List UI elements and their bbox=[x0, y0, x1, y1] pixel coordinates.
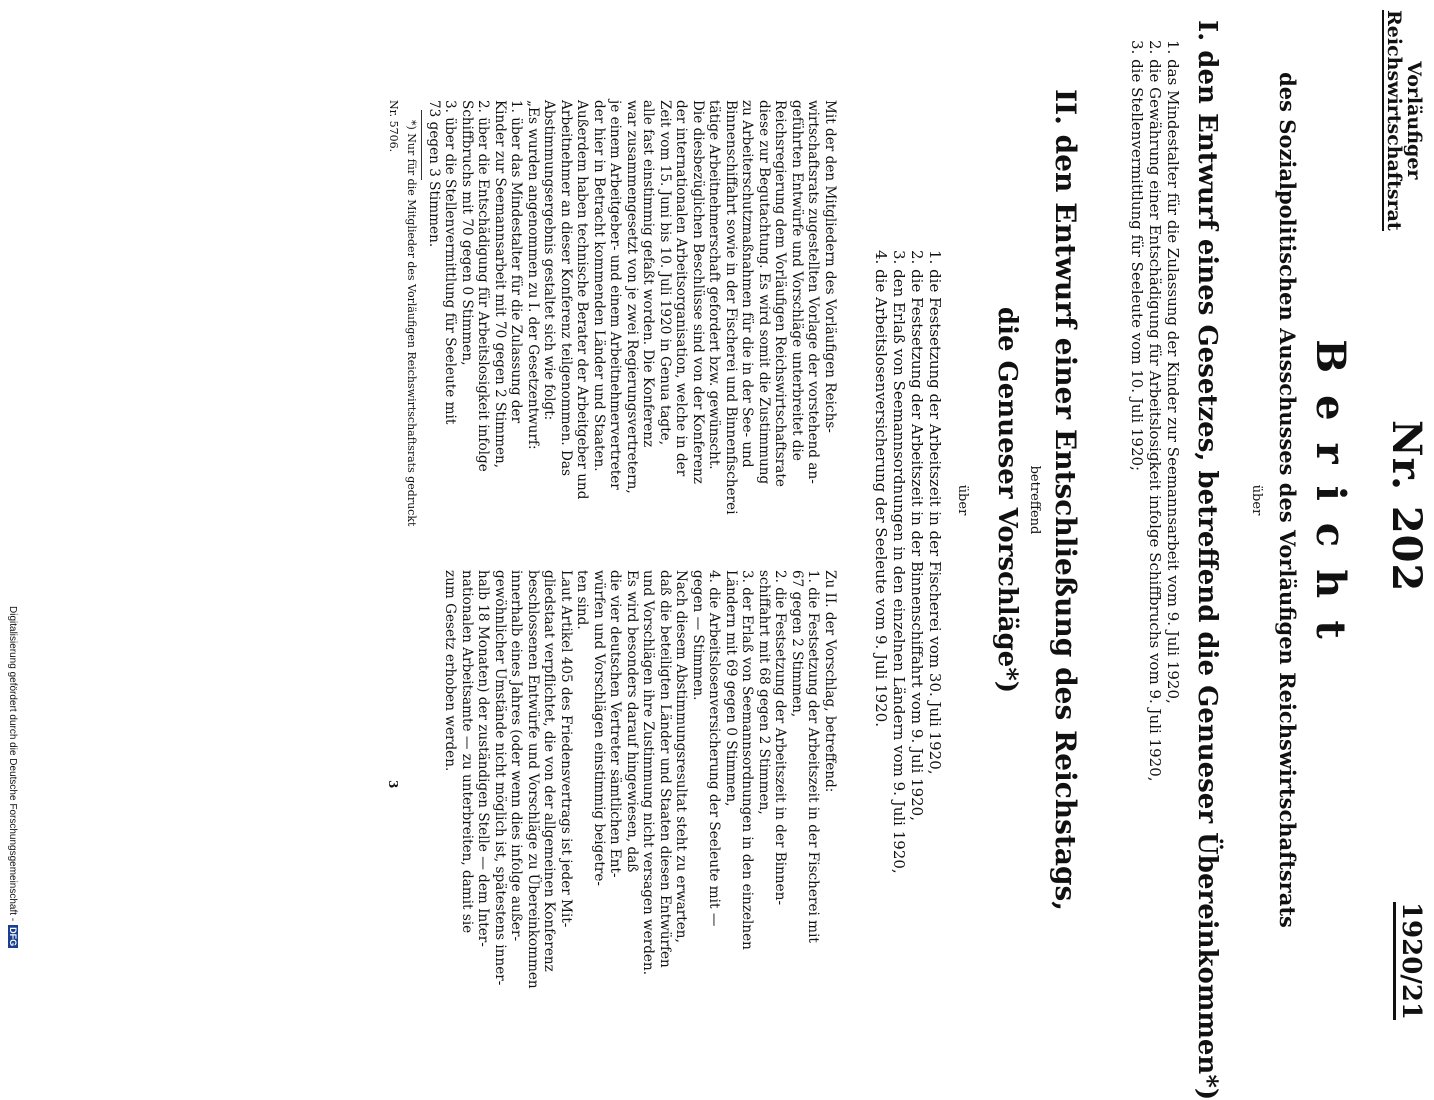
list-item: 3. den Erlaß von Seemannsordnungen in den einzelnen Ländern vom 9. Juli 1920, bbox=[890, 250, 908, 874]
text-line: Nach diesem Abstimmungsresultat steht zu erwarten, bbox=[673, 570, 690, 943]
text-line: und Vorschlägen ihre Zustimmung nicht versagen werden. bbox=[640, 570, 657, 976]
text-line: der internationalen Arbeitsorganisation, welche in der bbox=[673, 100, 690, 477]
text-line: Zeit vom 15. Juni bis 10. Juli 1920 in Genua tagte, bbox=[657, 100, 673, 446]
report-subtitle: des Sozialpolitischen Ausschusses des Vorläufigen Reichswirtschaftsrats bbox=[1275, 72, 1300, 928]
text-line: wirtschaftsrats zugestellten Vorlage der vorstehend an- bbox=[805, 100, 822, 484]
text-line: gliedstaat verpflichtet, die von der allgemeinen Konferenz bbox=[541, 570, 558, 972]
section-2-ueber: über bbox=[955, 484, 970, 516]
text-line: daß die beteiligten Länder und Staaten diesen Entwürfen bbox=[657, 570, 673, 968]
document-number: Nr. 202 bbox=[1383, 420, 1430, 593]
document-code: Nr. 5706. bbox=[387, 100, 400, 153]
text-line: würfen und Vorschlägen einstimmig beigetre- bbox=[591, 570, 607, 886]
text-line: Die diesbezüglichen Beschlüsse sind von der Konferenz bbox=[690, 100, 706, 484]
text-line: der hier in Betracht kommenden Länder und Staaten. bbox=[591, 100, 607, 472]
issuer-line-2: Reichswirtschaftsrat bbox=[1383, 10, 1405, 231]
text-line: Kinder zur Seemannsarbeit mit 70 gegen 2 Stimmen, bbox=[492, 100, 508, 469]
ueber-label: über bbox=[1249, 484, 1264, 516]
text-line: alle fast einstimmig gefaßt worden. Die Konferenz bbox=[640, 100, 657, 448]
text-line: je einem Arbeitgeber- und einem Arbeitnehmervertreter bbox=[607, 100, 624, 490]
text-line: war zusammengesetzt von je zwei Regierungsvertretern, bbox=[624, 100, 640, 494]
text-line: schiffahrt mit 68 gegen 2 Stimmen, bbox=[756, 570, 772, 815]
text-line: Mit der den Mitgliedern des Vorläufigen Reichs- bbox=[822, 100, 838, 433]
section-2-list bbox=[872, 250, 944, 874]
list-item: 3. die Stellenvermittlung für Seeleute vom 10. Juli 1920; bbox=[1128, 40, 1146, 472]
text-line: zum Gesetz erhoben werden. bbox=[442, 570, 459, 772]
document-page bbox=[134, 0, 1434, 1100]
report-title: Bericht bbox=[1307, 339, 1354, 661]
text-line: die vier deutschen Vertreter sämtlichen Ent- bbox=[607, 570, 624, 878]
text-line: 1. über das Mindestalter für die Zulassung der bbox=[508, 100, 525, 424]
section-1-heading: I. den Entwurf eines Gesetzes, betreffend die Genueser Übereinkommen*) bbox=[1192, 20, 1222, 1100]
issuer-header bbox=[1382, 10, 1424, 231]
text-line: geführten Entwürfe und Vorschläge unterbreitet die bbox=[789, 100, 805, 461]
body-column-left bbox=[426, 100, 839, 515]
footnote-rule bbox=[421, 110, 422, 180]
page-number: 3 bbox=[386, 780, 400, 789]
text-line: 3. über die Stellenvermittlung für Seeleute mit bbox=[442, 100, 459, 425]
text-line: 2. die Festsetzung der Arbeitszeit in der Binnen- bbox=[772, 570, 789, 906]
text-line: Reichsregierung dem Vorläufigen Reichswirtschaftsrate bbox=[772, 100, 789, 487]
text-line: 1. die Festsetzung der Arbeitszeit in der Fischerei mit bbox=[805, 570, 822, 943]
text-line: nationalen Arbeitsamte — zu unterbreiten, damit sie bbox=[459, 570, 475, 934]
dfg-logo: DFG bbox=[8, 927, 18, 947]
text-line: „Es wurden angenommen zu I. der Gesetzentwurf: bbox=[525, 100, 541, 450]
list-item: 4. die Arbeitslosenversicherung der Seeleute vom 9. Juli 1920. bbox=[872, 250, 890, 728]
body-column-right bbox=[442, 570, 838, 989]
text-line: 3. der Erlaß von Seemannsordnungen in den einzelnen bbox=[739, 570, 756, 950]
issuer-line-1: Vorläufiger bbox=[1403, 61, 1425, 180]
credit-text: Digitalisierung gefördert durch die Deutsche Forschungsgemeinschaft - bbox=[7, 606, 18, 922]
session-year: 1920/21 bbox=[1393, 902, 1426, 1020]
list-item: 1. die Festsetzung der Arbeitszeit in der Fischerei vom 30. Juli 1920, bbox=[926, 250, 944, 775]
text-line: Laut Artikel 405 des Friedensvertrags ist jeder Mit- bbox=[558, 570, 574, 928]
text-line: halb 18 Monaten) der zuständigen Stelle — dem Inter- bbox=[475, 570, 492, 947]
text-line: gewöhnlicher Umstände nicht möglich ist, spätestens inner- bbox=[492, 570, 508, 986]
section-2-betreffend: betreffend bbox=[1027, 465, 1042, 535]
text-line: Arbeitnehmer an dieser Konferenz teilgenommen. Das bbox=[558, 100, 574, 476]
text-line: beschlossenen Entwürfe und Vorschläge zu Übereinkommen bbox=[525, 570, 541, 989]
list-item: 2. die Festsetzung der Arbeitszeit in der Binnenschiffahrt vom 9. Juli 1920, bbox=[908, 250, 926, 821]
text-line: Es wird besonders darauf hingewiesen, daß bbox=[624, 570, 640, 873]
digitization-credit bbox=[2, 606, 22, 996]
text-line: Ländern mit 69 gegen 0 Stimmen, bbox=[723, 570, 739, 807]
text-line: innerhalb eines Jahres (oder wenn dies infolge außer- bbox=[508, 570, 525, 942]
footnote: *) Nur für die Mitglieder des Vorläufigen Reichswirtschaftsrats gedruckt bbox=[405, 120, 418, 527]
text-line: Binnenschiffahrt sowie in der Fischerei und Binnenfischerei bbox=[723, 100, 739, 515]
text-line: diese zur Begutachtung. Es wird somit die Zustimmung bbox=[756, 100, 772, 485]
list-item: 1. das Mindestalter für die Zulassung der Kinder zur Seemannsarbeit vom 9. Juli 1920, bbox=[1164, 40, 1182, 704]
text-line: Schiffbruchs mit 70 gegen 0 Stimmen, bbox=[459, 100, 475, 366]
text-line: tätige Arbeitnehmerschaft gefordert bzw. gewünscht. bbox=[706, 100, 723, 470]
text-line: zu Arbeiterschutzmaßnahmen für die in der See- und bbox=[739, 100, 756, 468]
section-2-heading: II. den Entwurf einer Entschließung des Reichstags, bbox=[1049, 88, 1082, 912]
text-line: Außerdem haben technische Berater der Arbeitgeber und bbox=[574, 100, 591, 500]
text-line: gegen — Stimmen. bbox=[690, 570, 706, 701]
section-2-subheading: die Genueser Vorschläge*) bbox=[992, 306, 1022, 694]
list-item: 2. die Gewährung einer Entschädigung für Arbeitslosigkeit infolge Schiffbruchs vom 9. Juli 1920, bbox=[1146, 40, 1164, 782]
text-line: Zu II. der Vorschlag, betreffend: bbox=[822, 570, 838, 793]
text-line: 4. die Arbeitslosenversicherung der Seeleute mit — bbox=[706, 570, 723, 927]
text-line: 2. über die Entschädigung für Arbeitslosigkeit infolge bbox=[475, 100, 492, 472]
section-1-list bbox=[1128, 40, 1182, 782]
text-line: Abstimmungsergebnis gestaltet sich wie folgt: bbox=[541, 100, 558, 421]
text-line: ten sind. bbox=[574, 570, 591, 630]
text-line: 67 gegen 2 Stimmen, bbox=[789, 570, 805, 718]
text-line: 73 gegen 3 Stimmen. bbox=[426, 100, 442, 248]
